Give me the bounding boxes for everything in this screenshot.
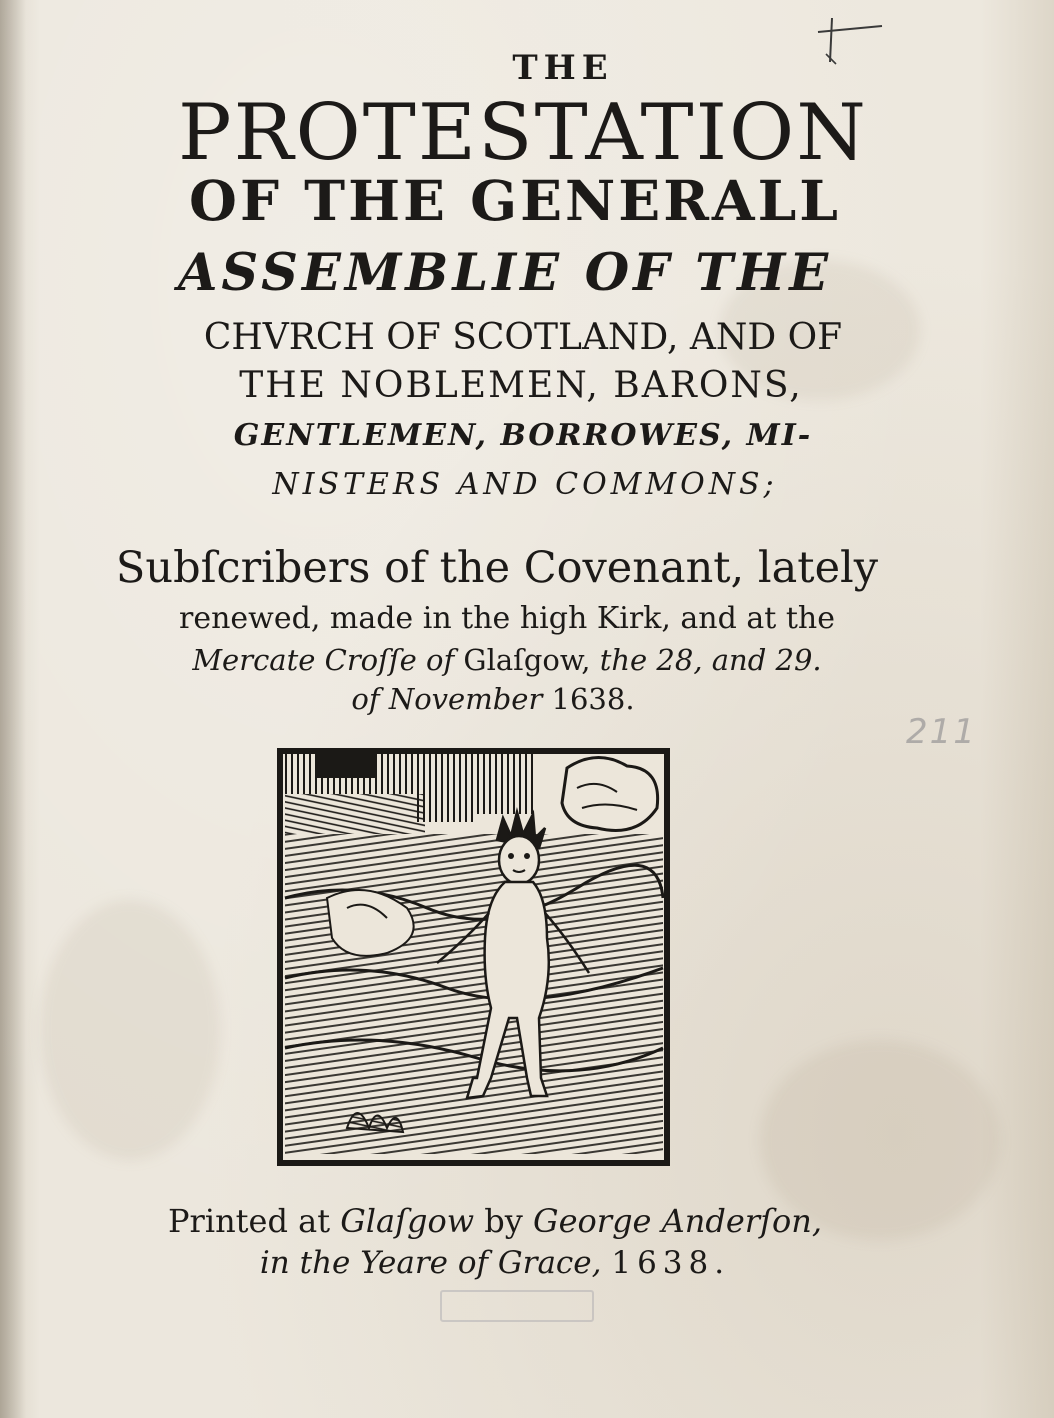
imprint-line-yeare (0, 1245, 1022, 1281)
glasgow-text: Glaſgow, (463, 643, 591, 677)
paper-stain (40, 900, 220, 1160)
printer-name: George Anderſon, (533, 1202, 822, 1240)
title-line-gentlemen: GENTLEMEN, BORROWES, MI- (233, 418, 813, 453)
title-line-nisters: NISTERS AND COMMONS; (272, 467, 778, 502)
printed-at-text: Printed at (168, 1202, 331, 1240)
shelf-number-annotation: 211 (906, 712, 977, 752)
of-november-text: of November (351, 682, 543, 716)
title-line-generall: OF THE GENERALL (189, 168, 841, 233)
library-stamp (440, 1290, 594, 1322)
title-protestation: PROTESTATION (178, 88, 868, 178)
subtitle-line-renewed: renewed, made in the high Kirk, and at the (179, 601, 835, 636)
imprint-year: 1638. (611, 1245, 731, 1281)
glasgow-imprint-text: Glaſgow (340, 1202, 475, 1240)
title-line-noblemen: THE NOBLEMEN, BARONS, (239, 365, 803, 406)
subtitle-line-november (0, 682, 1020, 716)
subtitle-line-mercate (0, 643, 1034, 677)
mercate-crosse-text: Mercate Croſſe of (192, 643, 455, 677)
subtitle-line-subscribers: Subſcribers of the Covenant, lately (115, 543, 879, 593)
year-text: 1638. (551, 682, 635, 716)
by-text: by (484, 1202, 523, 1240)
yeare-of-grace-text: in the Yeare of Grace, (259, 1245, 602, 1281)
dates-text: the 28, and 29. (599, 643, 822, 677)
title-line-assemblie: ASSEMBLIE OF THE (177, 243, 833, 303)
title-word-the: THE (512, 48, 614, 88)
imprint-line-printed (0, 1202, 1022, 1240)
woodcut-standing-figure-icon (277, 748, 670, 1166)
title-line-church: CHVRCH OF SCOTLAND, AND OF (203, 317, 843, 358)
